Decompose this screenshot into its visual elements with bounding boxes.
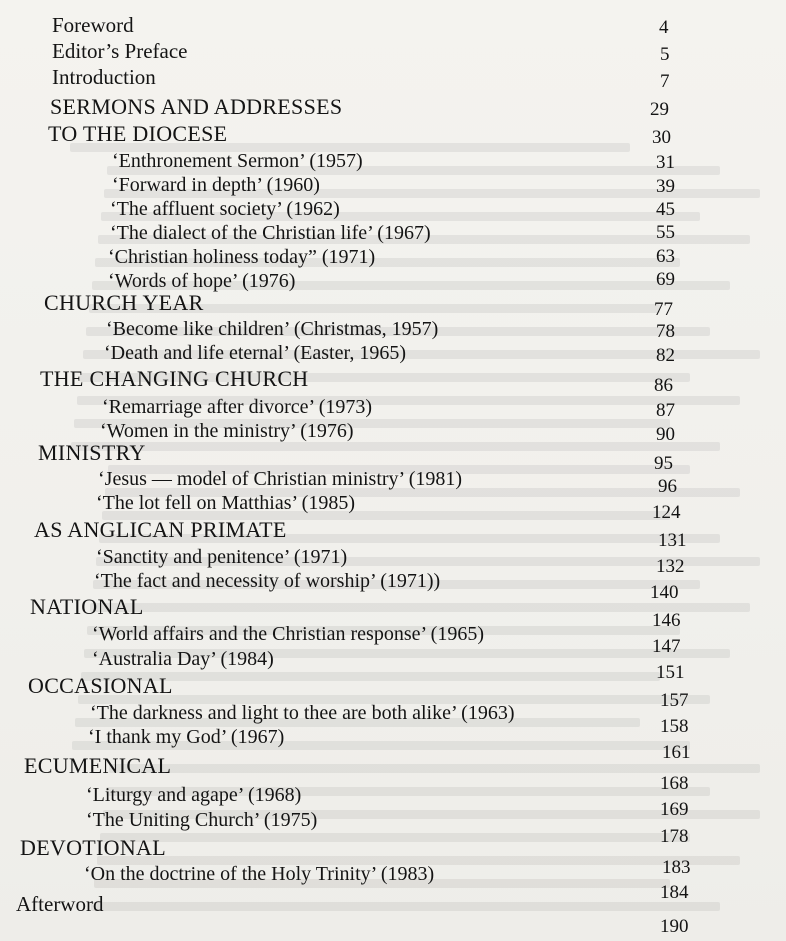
entry-title: OCCASIONAL [28, 673, 173, 698]
entry-title: Foreword [52, 13, 134, 37]
entry-title: NATIONAL [30, 594, 144, 619]
page-number: 161 [662, 742, 691, 763]
entry-title: ‘I thank my God’ (1967) [88, 726, 285, 748]
entry-title: ‘Become like children’ (Christmas, 1957) [106, 318, 439, 340]
entry-title: AS ANGLICAN PRIMATE [34, 517, 287, 542]
page-number: 78 [656, 321, 675, 342]
page-number: 96 [658, 476, 677, 497]
page-number: 55 [656, 222, 675, 243]
page-number: 140 [650, 582, 679, 603]
page-number: 95 [654, 453, 673, 474]
page-number: 29 [650, 99, 669, 120]
page-number: 147 [652, 636, 681, 657]
page-number: 131 [658, 530, 687, 551]
page-number: 132 [656, 556, 685, 577]
entry-title: ‘Death and life eternal’ (Easter, 1965) [104, 342, 407, 364]
entry-title: ‘Women in the ministry’ (1976) [100, 420, 354, 442]
entry-title: ‘The fact and necessity of worship’ (1971)) [94, 570, 441, 592]
page-number: 183 [662, 857, 691, 878]
entry-title: ‘Enthronement Sermon’ (1957) [112, 150, 363, 172]
page-number: 31 [656, 152, 675, 173]
entry-title: MINISTRY [38, 440, 146, 465]
entry-title: ‘On the doctrine of the Holy Trinity’ (1983) [84, 863, 435, 885]
entry-title: ‘Words of hope’ (1976) [108, 270, 296, 292]
entry-title: ‘The Uniting Church’ (1975) [86, 809, 318, 831]
page-number: 4 [659, 17, 669, 38]
page-number: 169 [660, 799, 689, 820]
page-number: 5 [660, 44, 670, 65]
page-number: 63 [656, 246, 675, 267]
entry-title: Introduction [52, 65, 156, 89]
entry-title: ‘The lot fell on Matthias’ (1985) [96, 492, 356, 514]
entry-title: ‘Christian holiness today” (1971) [108, 246, 376, 268]
entry-title: DEVOTIONAL [20, 835, 166, 860]
page-number: 157 [660, 690, 689, 711]
page-number: 190 [660, 916, 689, 937]
page-number: 90 [656, 424, 675, 445]
entry-title: ‘Forward in depth’ (1960) [112, 174, 320, 196]
entry-title: Afterword [16, 892, 104, 916]
entry-title: ‘The affluent society’ (1962) [110, 198, 340, 220]
entry-title: ‘World affairs and the Christian response’ (1965) [92, 623, 484, 645]
entry-title: ‘Jesus — model of Christian ministry’ (1981) [98, 468, 463, 490]
page-number: 158 [660, 716, 689, 737]
page-number: 39 [656, 176, 675, 197]
page-number: 87 [656, 400, 675, 421]
page-number: 168 [660, 773, 689, 794]
page-number: 45 [656, 199, 675, 220]
page-number: 77 [654, 299, 673, 320]
entry-title: ‘The darkness and light to thee are both alike’ (1963) [90, 702, 515, 724]
page-number: 146 [652, 610, 681, 631]
page-number: 124 [652, 502, 681, 523]
entry-title: THE CHANGING CHURCH [40, 366, 309, 391]
page-number: 178 [660, 826, 689, 847]
page-number: 151 [656, 662, 685, 683]
entry-title: Editor’s Preface [52, 39, 188, 63]
entry-title: CHURCH YEAR [44, 290, 204, 315]
page-number: 82 [656, 345, 675, 366]
entry-title: ‘Australia Day’ (1984) [92, 648, 274, 670]
entry-title: SERMONS AND ADDRESSES [50, 94, 343, 119]
entry-title: TO THE DIOCESE [48, 121, 228, 146]
page-number: 184 [660, 882, 689, 903]
entry-title: ‘Remarriage after divorce’ (1973) [102, 396, 373, 418]
entry-title: ‘The dialect of the Christian life’ (1967) [110, 222, 431, 244]
page-number: 69 [656, 269, 675, 290]
entry-title: ‘Sanctity and penitence’ (1971) [96, 546, 348, 568]
page-number: 7 [660, 71, 670, 92]
entry-title: ECUMENICAL [24, 753, 172, 778]
entry-title: ‘Liturgy and agape’ (1968) [86, 784, 302, 806]
page-number: 86 [654, 375, 673, 396]
page-number: 30 [652, 127, 671, 148]
